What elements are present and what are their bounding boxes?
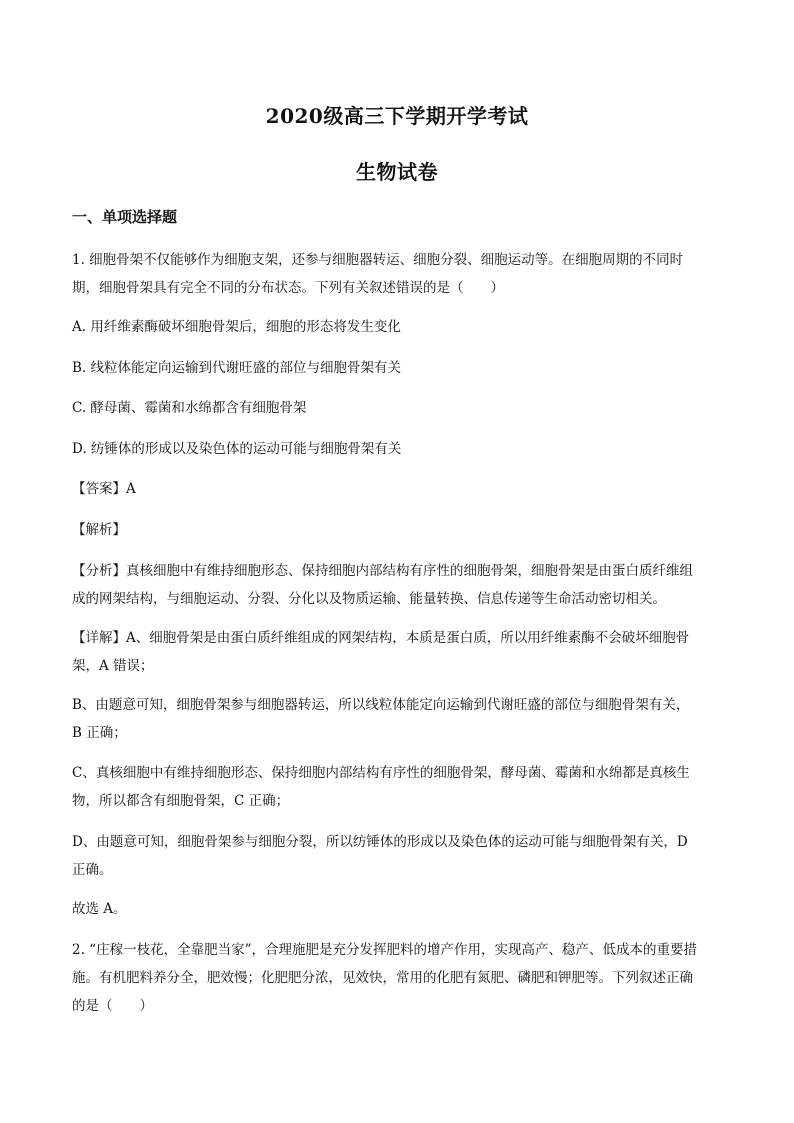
analysis-xiangjie bbox=[72, 624, 722, 680]
exam-title: 2020级高三下学期开学考试 bbox=[265, 104, 529, 128]
analysis-b bbox=[72, 691, 722, 747]
section-heading: 一、单项选择题 bbox=[72, 208, 178, 226]
analysis-line: 【分析】真核细胞中有维持细胞形态、保持细胞内部结构有序性的细胞骨架，细胞骨架是由蛋白质纤维组 bbox=[72, 563, 693, 579]
conclusion: 故选 A。 bbox=[72, 901, 127, 917]
analysis-line: D、由题意可知，细胞骨架参与细胞分裂，所以纺锤体的形成以及染色体的运动可能与细胞骨架有关，D bbox=[72, 834, 688, 850]
analysis-line: 架，A 错误； bbox=[72, 658, 154, 674]
question-2-stem bbox=[72, 936, 722, 1020]
analysis-line: 物，所以都含有细胞骨架，C 正确； bbox=[72, 793, 290, 809]
analysis-d bbox=[72, 828, 722, 884]
analysis-line: B、由题意可知，细胞骨架参与细胞器转运，所以线粒体能定向运输到代谢旺盛的部位与细胞骨架有关， bbox=[72, 697, 690, 713]
analysis-line: 成的网架结构，与细胞运动、分裂、分化以及物质运输、能量转换、信息传递等生命活动密切相关。 bbox=[72, 591, 666, 607]
exam-subtitle: 生物试卷 bbox=[356, 160, 438, 184]
question-2-line: 2. “庄稼一枝花，全靠肥当家”，合理施肥是充分发挥肥料的增产作用，实现高产、稳产、低成本的重要措 bbox=[72, 942, 697, 958]
option-d: D. 纺锤体的形成以及染色体的运动可能与细胞骨架有关 bbox=[72, 441, 402, 457]
option-c: C. 酵母菌、霉菌和水绵都含有细胞骨架 bbox=[72, 400, 307, 416]
option-a: A. 用纤维素酶破坏细胞骨架后，细胞的形态将发生变化 bbox=[72, 319, 401, 335]
analysis-c bbox=[72, 759, 722, 815]
analysis-line: B 正确； bbox=[72, 725, 127, 741]
question-2-line: 施。有机肥料养分全，肥效慢；化肥肥分浓，见效快，常用的化肥有氮肥、磷肥和钾肥等。下列叙述正确 bbox=[72, 970, 693, 986]
analysis-label: 【解析】 bbox=[72, 522, 126, 538]
question-2-line: 的是（ ） bbox=[72, 998, 153, 1014]
question-1-line: 期，细胞骨架具有完全不同的分布状态。下列有关叙述错误的是（ ） bbox=[72, 280, 504, 296]
answer: 【答案】A bbox=[72, 481, 136, 497]
analysis-line: C、真核细胞中有维持细胞形态、保持细胞内部结构有序性的细胞骨架，酵母菌、霉菌和水绵都是真核生 bbox=[72, 765, 690, 781]
question-1-stem bbox=[72, 246, 722, 302]
question-1-line: 1. 细胞骨架不仅能够作为细胞支架，还参与细胞器转运、细胞分裂、细胞运动等。在细胞周期的不同时 bbox=[72, 252, 684, 268]
analysis-line: 正确。 bbox=[72, 862, 113, 878]
option-b: B. 线粒体能定向运输到代谢旺盛的部位与细胞骨架有关 bbox=[72, 360, 402, 376]
analysis-line: 【详解】A、细胞骨架是由蛋白质纤维组成的网架结构，本质是蛋白质，所以用纤维素酶不会破坏细胞骨 bbox=[72, 630, 690, 646]
analysis-fenxi bbox=[72, 557, 722, 613]
